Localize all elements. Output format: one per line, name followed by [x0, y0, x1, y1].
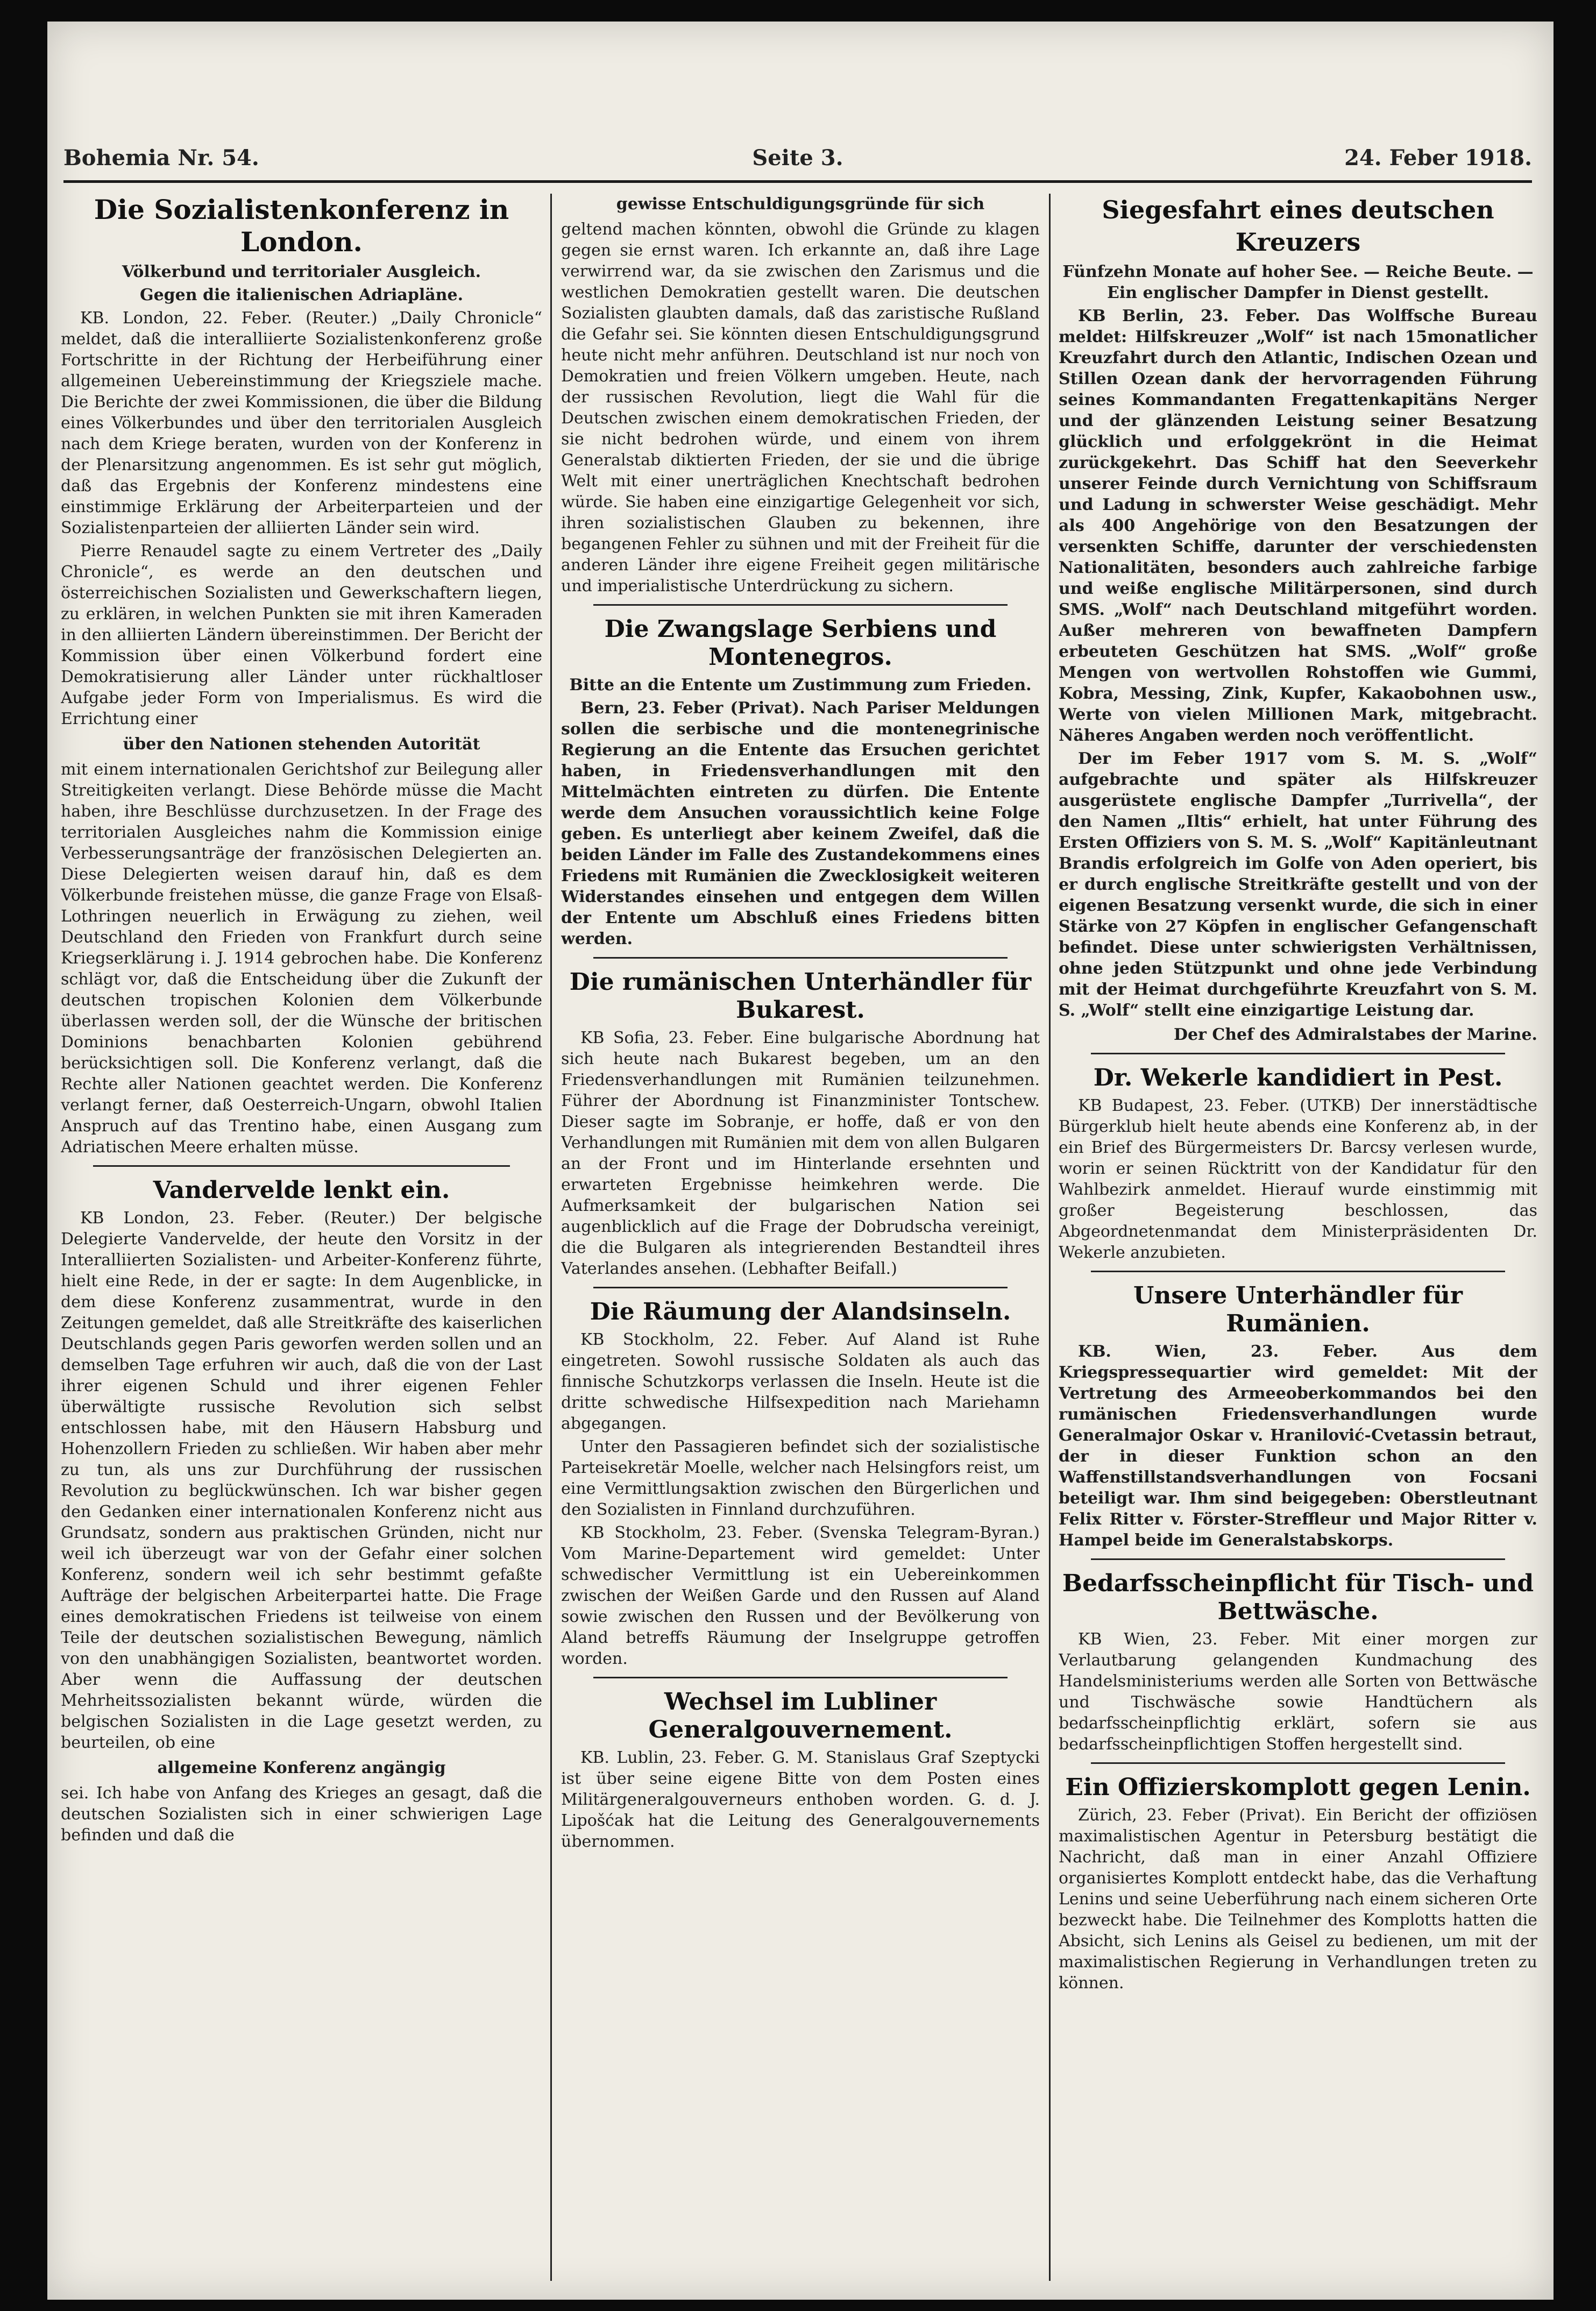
- article-headline: Bedarfsscheinpflicht für Tisch- und Bettwäsche.: [1062, 1570, 1534, 1625]
- article-paragraph: KB Berlin, 23. Feber. Das Wolffsche Bureau meldet: Hilfskreuzer „Wolf“ ist nach 15monatlicher Kreuzfahrt durch den Atlantic, Indischen Ozean und Stillen Ozean dank der hervorragenden Führung seines Kommandanten Fregattenkapitäns Nerger und der glänzenden Leistung seiner Besatzung glücklich und erfolggekrönt in die Heimat zurückgekehrt. Das Schiff hat den Seeverkehr unserer Feinde durch Vernichtung von Schiffsraum und Ladung in schwerster Weise geschädigt. Mehr als 400 Angehörige von den Besatzungen der versenkten Schiffe, darunter der verschiedensten Nationalitäten, besonders auch zahlreiche farbige und weiße englische Militärpersonen, sind durch SMS. „Wolf“ nach Deutschland mitgeführt worden. Außer mehreren von bewaffneten Dampfern erbeuteten Geschützen hat SMS. „Wolf“ große Mengen von wertvollen Rohstoffen wie Gummi, Kobra, Messing, Zink, Kupfer, Kakaobohnen usw., Werte von vielen Millionen Mark, mitgebracht. Näheres Angaben werden noch veröffentlicht.: [1059, 307, 1537, 745]
- article-headline: Siegesfahrt eines deutschen Kreuzers: [1102, 195, 1494, 257]
- article-headline: Unsere Unterhändler für Rumänien.: [1133, 1282, 1463, 1337]
- section-rule: [1091, 1762, 1505, 1764]
- inline-heading: gewisse Entschuldigungsgründe für sich: [616, 195, 985, 214]
- column-divider: [1049, 194, 1051, 2281]
- article-paragraph: sei. Ich habe von Anfang des Krieges an gesagt, daß die deutschen Sozialisten sich in einer schwierigen Lage befinden und daß die: [61, 1784, 542, 1845]
- article-paragraph: KB. London, 22. Feber. (Reuter.) „Daily Chronicle“ meldet, daß die interalliierte Sozialistenkonferenz große Fortschritte in der Richtung der Herbeiführung einer allgemeinen Uebereinstimmung der Kriegsziele mache. Die Berichte der zwei Kommissionen, die über die Bildung eines Völkerbundes und über den territorialen Ausgleich nach dem Kriege beraten, wurden von der Konferenz in der Plenarsitzung angenommen. Es ist sehr gut möglich, daß das Ergebnis der Konferenz mindestens eine einstimmige Erklärung der Arbeiterparteien und der Sozialistenparteien der alliierten Länder sein wird.: [61, 309, 542, 537]
- article-headline: Die Zwangslage Serbiens und Montenegros.: [604, 615, 997, 671]
- section-rule: [1091, 1271, 1505, 1272]
- article-subheadline: Völkerbund und territorialer Ausgleich.: [122, 263, 481, 281]
- inline-heading: über den Nationen stehenden Autorität: [123, 735, 480, 754]
- column-3: [1059, 194, 1537, 2292]
- article-paragraph: Bern, 23. Feber (Privat). Nach Pariser Meldungen sollen die serbische und die montenegrinische Regierung an die Entente das Ersuchen gerichtet haben, in Friedensverhandlungen mit den Mittelmächten eintreten zu dürfen. Die Entente werde dem Ansuchen voraussichtlich keine Folge geben. Es unterliegt aber keinem Zweifel, daß die beiden Länder im Falle des Zustandekommens eines Friedens mit Rumänien die Zwecklosigkeit weiteren Widerstandes einsehen und entgegen dem Willen der Entente um Abschluß eines Friedens bitten werden.: [561, 699, 1040, 948]
- issue-date: 24. Feber 1918.: [1344, 145, 1532, 171]
- section-rule: [593, 1677, 1008, 1678]
- article-paragraph: KB Sofia, 23. Feber. Eine bulgarische Abordnung hat sich heute nach Bukarest begeben, um an den Friedensverhandlungen mit Rumänien teilzunehmen. Führer der Abordnung ist Finanzminister Tontschew. Dieser sagte im Sobranje, er hoffe, daß er von den Verhandlungen mit Rumänien mit dem von allen Bulgaren an der Front und im Hinterlande ersehnten und erwarteten Ergebnisse heimkehren werde. Die Aufmerksamkeit der bulgarischen Nation sei augenblicklich auf die Frage der Dobrudscha vereinigt, die die Bulgaren als integrierenden Bestandteil ihres Vaterlandes ansehen. (Lebhafter Beifall.): [561, 1029, 1040, 1278]
- section-rule: [1091, 1558, 1505, 1560]
- article-paragraph: mit einem internationalen Gerichtshof zur Beilegung aller Streitigkeiten verlangt. Diese Behörde müsse die Macht haben, ihre Beschlüsse durchzusetzen. In der Frage des territorialen Ausgleiches nahm die Kommission einige Verbesserungsanträge der französischen Delegierten an. Diese Delegierten weisen darauf hin, daß es dem Völkerbunde freistehen müsse, die ganze Frage von Elsaß-Lothringen neuerlich in Erwägung zu ziehen, weil Deutschland den Frieden von Frankfurt durch seine Kriegserklärung i. J. 1914 gebrochen habe. Die Konferenz schlägt vor, daß die Entscheidung über die Zukunft der deutschen tropischen Kolonien dem Völkerbunde überlassen werden soll, der die Wünsche der britischen Dominions benachbarten Kolonien gebührend berücksichtigen soll. Die Konferenz verlangt, daß die Rechte aller Nationen geachtet werden. Die Konferenz verlangt ferner, daß Oesterreich-Ungarn, obwohl Italien Anspruch auf das Trentino habe, einen Ausgang zum Adriatischen Meere erhalten müsse.: [61, 760, 542, 1157]
- article-headline: Wechsel im Lubliner Generalgouvernement.: [648, 1688, 953, 1743]
- masthead-issue: Bohemia Nr. 54.: [63, 145, 259, 171]
- article-paragraph: geltend machen könnten, obwohl die Gründe zu klagen gegen sie ernst waren. Ich erkannte an, daß ihre Lage verwirrend war, da sie zwischen den Zarismus und die westlichen Demokratien gestellt waren. Die deutschen Sozialisten glaubten damals, daß das zaristische Rußland die Gefahr sei. Sie könnten diesen Entschuldigungsgrund heute nicht mehr anführen. Deutschland ist nur noch von Demokratien und freien Völkern umgeben. Heute, nach der russischen Revolution, liegt die Wahl für die Deutschen zwischen einem demokratischen Frieden, der sie nicht bedrohen würde, und einem von ihrem Generalstab diktierten Frieden, der sie und die übrige Welt mit einer unerträglichen Knechtschaft bedrohen würde. Sie haben eine einzigartige Gelegenheit vor sich, ihren sozialistischen Glauben zu bekennen, ihre begangenen Fehler zu sühnen und mit der Freiheit für die anderen Länder ihre eigene Freiheit gegen militärische und imperialistische Unterdrückung zu sichern.: [561, 220, 1040, 596]
- section-rule: [593, 1287, 1008, 1288]
- article-paragraph: KB London, 23. Feber. (Reuter.) Der belgische Delegierte Vandervelde, der heute den Vorsitz in der Interalliierten Sozialisten- und Arbeiter-Konferenz führte, hielt eine Rede, in der er sagte: In dem Augenblicke, in dem diese Konferenz zusammentrat, wurde in den Zeitungen gemeldet, daß alle Streitkräfte des kaiserlichen Deutschlands gegen Paris geworfen werden sollen und an demselben Tage erfuhren wir auch, daß die von der Last ihrer eigenen Schuld und ihrer eigenen Fehler überwältigte russische Revolution sich selbst entschlossen habe, mit den Häusern Habsburg und Hohenzollern Frieden zu schließen. Wir haben aber mehr zu tun, als uns zur Durchführung der russischen Revolution zu beglückwünschen. Ich war bisher gegen den Gedanken einer internationalen Konferenz nicht aus Grundsatz, sondern aus praktischen Gründen, nicht nur weil ich überzeugt war von der Gefahr einer solchen Konferenz, sondern weil ich sehr bestimmt gefaßte Aufträge der belgischen Arbeiterpartei hatte. Die Frage eines demokratischen Friedens ist teilweise von einem Teile der deutschen sozialistischen Bewegung, nämlich von den unabhängigen Sozialisten, beantwortet worden. Aber wenn die Auffassung der deutschen Mehrheitssozialisten bekannt würde, würden die belgischen Sozialisten in die Lage gesetzt werden, zu beurteilen, ob eine: [61, 1209, 542, 1752]
- article-paragraph: KB Budapest, 23. Feber. (UTKB) Der innerstädtische Bürgerklub hielt heute abends eine Konferenz ab, in der ein Brief des Bürgermeisters Dr. Barcsy verlesen wurde, worin er seinen Rücktritt von der Kandidatur für den Wahlbezirk anmeldet. Hierauf wurde einstimmig mit großer Begeisterung beschlossen, das Abgeordnetenmandat dem Ministerpräsidenten Dr. Wekerle anzubieten.: [1059, 1096, 1537, 1262]
- article-headline: Die rumänischen Unterhändler für Bukarest.: [569, 968, 1032, 1024]
- section-rule: [593, 604, 1008, 606]
- article-headline: Vandervelde lenkt ein.: [153, 1176, 450, 1204]
- section-rule: [1091, 1053, 1505, 1054]
- section-rule: [93, 1165, 510, 1167]
- article-signature: Der Chef des Admiralstabes der Marine.: [1174, 1025, 1537, 1044]
- page-header: [63, 124, 1532, 183]
- article-headline: Die Sozialistenkonferenz in London.: [94, 194, 509, 258]
- article-paragraph: Zürich, 23. Feber (Privat). Ein Bericht der offiziösen maximalistischen Agentur in Petersburg bestätigt die Nachricht, daß man in einer Anzahl Offiziere organisiertes Komplott entdeckt habe, das die Verhaftung Lenins und seine Ueberführung nach einem sicheren Orte bezweckt habe. Die Teilnehmer des Komplotts hatten die Absicht, sich Lenins als Geisel zu bedienen, um mit der maximalistischen Regierung in Verhandlungen treten zu können.: [1059, 1806, 1537, 1993]
- page-number: Seite 3.: [752, 145, 843, 171]
- article-paragraph: Pierre Renaudel sagte zu einem Vertreter des „Daily Chronicle“, es werde an den deutschen und österreichischen Sozialisten und Gewerkschaftern liegen, zu erklären, in welchen Punkten sie mit ihren Kameraden in den alliierten Ländern übereinstimmen. Der Bericht der Kommission über einen Völkerbund fordert eine Demokratisierung aller Länder unter rückhaltloser Aufgabe jeder Form von Imperialismus. Es wird die Errichtung einer: [61, 542, 542, 728]
- column-1: [61, 194, 542, 2292]
- inline-heading: allgemeine Konferenz angängig: [157, 1759, 446, 1777]
- section-rule: [593, 957, 1008, 959]
- article-subheadline: Bitte an die Entente um Zustimmung zum Frieden.: [569, 676, 1032, 694]
- column-divider: [550, 194, 552, 2281]
- article-subheadline: Fünfzehn Monate auf hoher See. — Reiche Beute. — Ein englischer Dampfer in Dienst gestellt.: [1062, 263, 1534, 302]
- article-headline: Dr. Wekerle kandidiert in Pest.: [1093, 1064, 1503, 1091]
- article-subheadline: Gegen die italienischen Adriapläne.: [139, 286, 464, 304]
- article-paragraph: Der im Feber 1917 vom S. M. S. „Wolf“ aufgebrachte und später als Hilfskreuzer ausgerüstete englische Dampfer „Turrivella“, der den Namen „Iltis“ erhielt, hat unter Führung des Ersten Offiziers von S. M. S. „Wolf“ Kapitänleutnant Brandis erfolgreich im Golfe von Aden operiert, bis er durch englische Streitkräfte gestellt und von der eigenen Besatzung versenkt wurde, die sich in einer Stärke von 27 Köpfen in englischer Gefangenschaft befindet. Diese unter schwierigsten Verhältnissen, ohne jeden Stützpunkt und ohne jede Verbindung mit der Heimat durchgeführte Kreuzfahrt von S. M. S. „Wolf“ stellt eine einzigartige Leistung dar.: [1059, 749, 1537, 1020]
- article-paragraph: KB Stockholm, 23. Feber. (Svenska Telegram-Byran.) Vom Marine-Departement wird gemeldet: Unter schwedischer Vermittlung ist ein Uebereinkommen zwischen der Weißen Garde und den Russen auf Aland sowie zwischen den Russen und der Bevölkerung von Aland betreffs Räumung der Inselgruppe getroffen worden.: [561, 1523, 1040, 1668]
- article-headline: Die Räumung der Alandsinseln.: [590, 1298, 1011, 1325]
- header-rule: [63, 180, 1532, 183]
- article-paragraph: KB. Wien, 23. Feber. Aus dem Kriegspressequartier wird gemeldet: Mit der Vertretung des Armeeoberkommandos bei den rumänischen Friedensverhandlungen wurde Generalmajor Oskar v. Hranilović-Cvetassin betraut, der in dieser Funktion schon an den Waffenstillstandsverhandlungen von Focsani beteiligt war. Ihm sind beigegeben: Oberstleutnant Felix Ritter v. Förster-Streffleur und Major Ritter v. Hampel beide im Generalstabskorps.: [1059, 1342, 1537, 1550]
- newspaper-page: [47, 22, 1554, 2300]
- article-headline: Ein Offizierskomplott gegen Lenin.: [1065, 1774, 1531, 1801]
- article-paragraph: KB. Lublin, 23. Feber. G. M. Stanislaus Graf Szeptycki ist über seine eigene Bitte von dem Posten eines Militärgeneralgouverneurs enthoben worden. G. d. J. Lipošćak hat die Leitung des Generalgouvernements übernommen.: [561, 1748, 1040, 1851]
- article-paragraph: Unter den Passagieren befindet sich der sozialistische Parteisekretär Moelle, welcher nach Helsingfors reist, um eine Vermittlungsaktion zwischen den Bürgerlichen und den Sozialisten in Finnland durchzuführen.: [561, 1437, 1040, 1519]
- article-paragraph: KB Stockholm, 22. Feber. Auf Aland ist Ruhe eingetreten. Sowohl russische Soldaten als auch das finnische Schutzkorps verlassen die Inseln. Heute ist die dritte schwedische Hilfsexpedition nach Mariehamn abgegangen.: [561, 1330, 1040, 1433]
- column-2: [561, 194, 1040, 2292]
- article-paragraph: KB Wien, 23. Feber. Mit einer morgen zur Verlautbarung gelangenden Kundmachung des Handelsministeriums werden alle Sorten von Bettwäsche und Tischwäsche sowie Handtüchern als bedarfsscheinpflichtig erklärt, sofern sie aus bedarfsscheinpflichtigen Stoffen hergestellt sind.: [1059, 1630, 1537, 1754]
